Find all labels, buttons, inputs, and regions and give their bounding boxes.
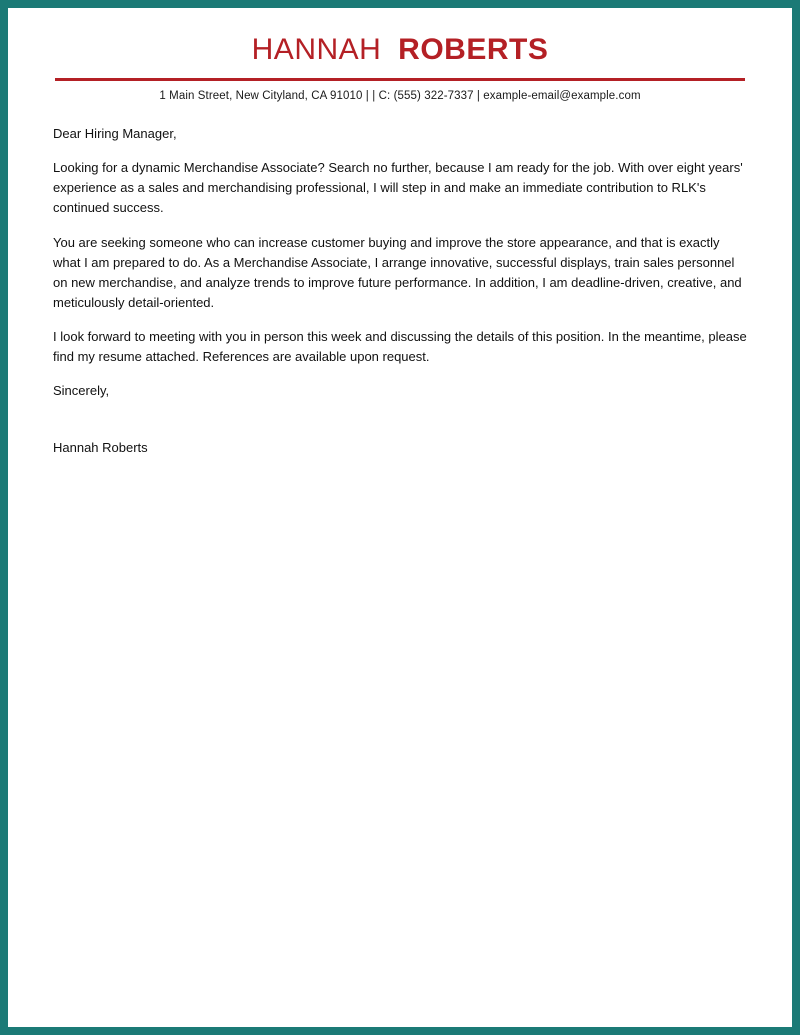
salutation: Dear Hiring Manager, [53, 126, 177, 141]
body-paragraph: Looking for a dynamic Merchandise Associate? Search no further, because I am ready for the job. With over eight years' experience as a sales and merchandising professional, I will step in and make an immediate contribution to RLK's continued success. [53, 160, 743, 216]
body-paragraph: I look forward to meeting with you in person this week and discussing the details of this position. In the meantime, please find my resume attached. References are available upon request. [53, 329, 747, 365]
applicant-name [8, 32, 792, 68]
letter-header [8, 8, 792, 102]
letter-body [53, 124, 747, 458]
signature-name: Hannah Roberts [53, 439, 148, 455]
applicant-first-name: HANNAH [251, 33, 382, 66]
body-paragraph: You are seeking someone who can increase customer buying and improve the store appearance, and that is exactly what I am prepared to do. As a Merchandise Associate, I arrange innovative, successful displays, train sales personnel on new merchandise, and analyze trends to improve future performance. In addition, I am deadline-driven, creative, and meticulously detail-oriented. [53, 234, 742, 310]
contact-info: 1 Main Street, New Cityland, CA 91010 | | C: (555) 322-7337 | example-email@example.com [159, 90, 641, 102]
applicant-last-name: ROBERTS [398, 33, 549, 66]
header-divider [55, 78, 745, 81]
closing: Sincerely, [53, 383, 110, 399]
